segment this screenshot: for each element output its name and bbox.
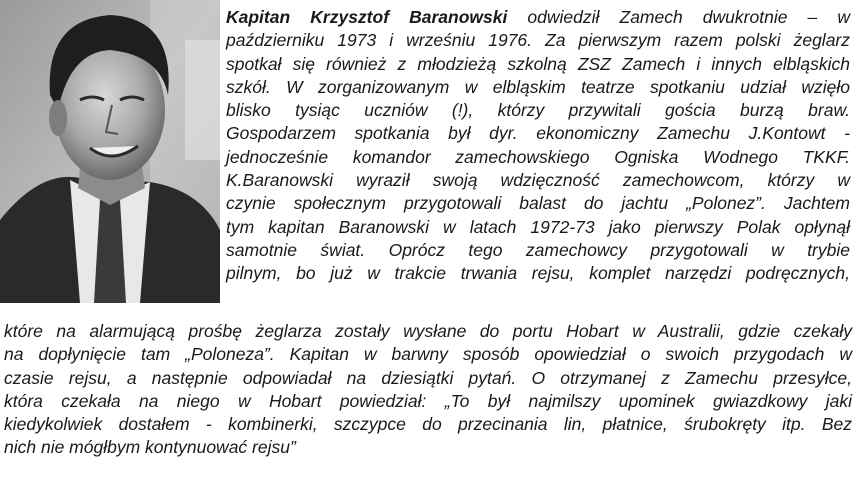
article-line: samotnie świat. Oprócz tego zamechowcy przygotowali w trybie <box>226 239 850 260</box>
article-line: K.Baranowski wyraził swoją wdzięczność zamechowcom, którzy w <box>226 170 850 191</box>
article-line: pilnym, bo już w trakcie trwania rejsu, komplet narzędzi podręcznych, <box>226 263 850 284</box>
article-line: czasie rejsu, a następnie odpowiadał na dziesiątki pytań. O otrzymanej z Zamechu przesyłce, <box>4 367 852 388</box>
first-line-rest: odwiedził Zamech dwukrotnie – w <box>507 7 850 27</box>
article-line: która czekała na niego w Hobart powiedział: „To był najmilszy upominek gwiazdkowy jaki <box>4 390 852 411</box>
article-line: na dopłynięcie tam „Poloneza”. Kapitan w barwny sposób opowiedział o swoich przygodach w <box>4 344 852 365</box>
article-text-right <box>226 6 850 286</box>
person-name: Kapitan Krzysztof Baranowski <box>226 7 508 27</box>
article-line: szkół. W zorganizowanym w elbląskim teatrze spotkaniu udział wzięło <box>226 76 850 97</box>
article-line: kiedykolwiek dostałem - kombinerki, szczypce do przecinania lin, płatnice, śrubokręty itp. Bez <box>4 414 852 435</box>
article-line: blisko tysiąc uczniów (!), którzy przywitali gościa burzą braw. <box>226 100 850 121</box>
portrait-photo <box>0 0 220 303</box>
article-line: czynie społecznym przygotowali balast do jachtu „Polonez”. Jachtem <box>226 193 850 214</box>
article-line: które na alarmującą prośbę żeglarza zostały wysłane do portu Hobart w Australii, gdzie czekały <box>4 321 852 341</box>
article-line: tym kapitan Baranowski w latach 1972-73 jako pierwszy Polak opłynął <box>226 216 850 237</box>
article-line: spotkał się również z młodzieżą szkolną ZSZ Zamech i innych elbląskich <box>226 53 850 74</box>
article-line: nich nie mógłbym kontynuować rejsu” <box>4 437 296 458</box>
portrait-image <box>0 0 220 303</box>
article-line: Gospodarzem spotkania był dyr. ekonomiczny Zamechu J.Kontowt - <box>226 123 850 144</box>
article-text-bottom <box>4 320 852 460</box>
article-line: październiku 1973 i wrześniu 1976. Za pierwszym razem polski żeglarz <box>226 30 850 51</box>
article-line: jednocześnie komandor zamechowskiego Ogniska Wodnego TKKF. <box>226 146 850 167</box>
article-line <box>226 6 850 29</box>
